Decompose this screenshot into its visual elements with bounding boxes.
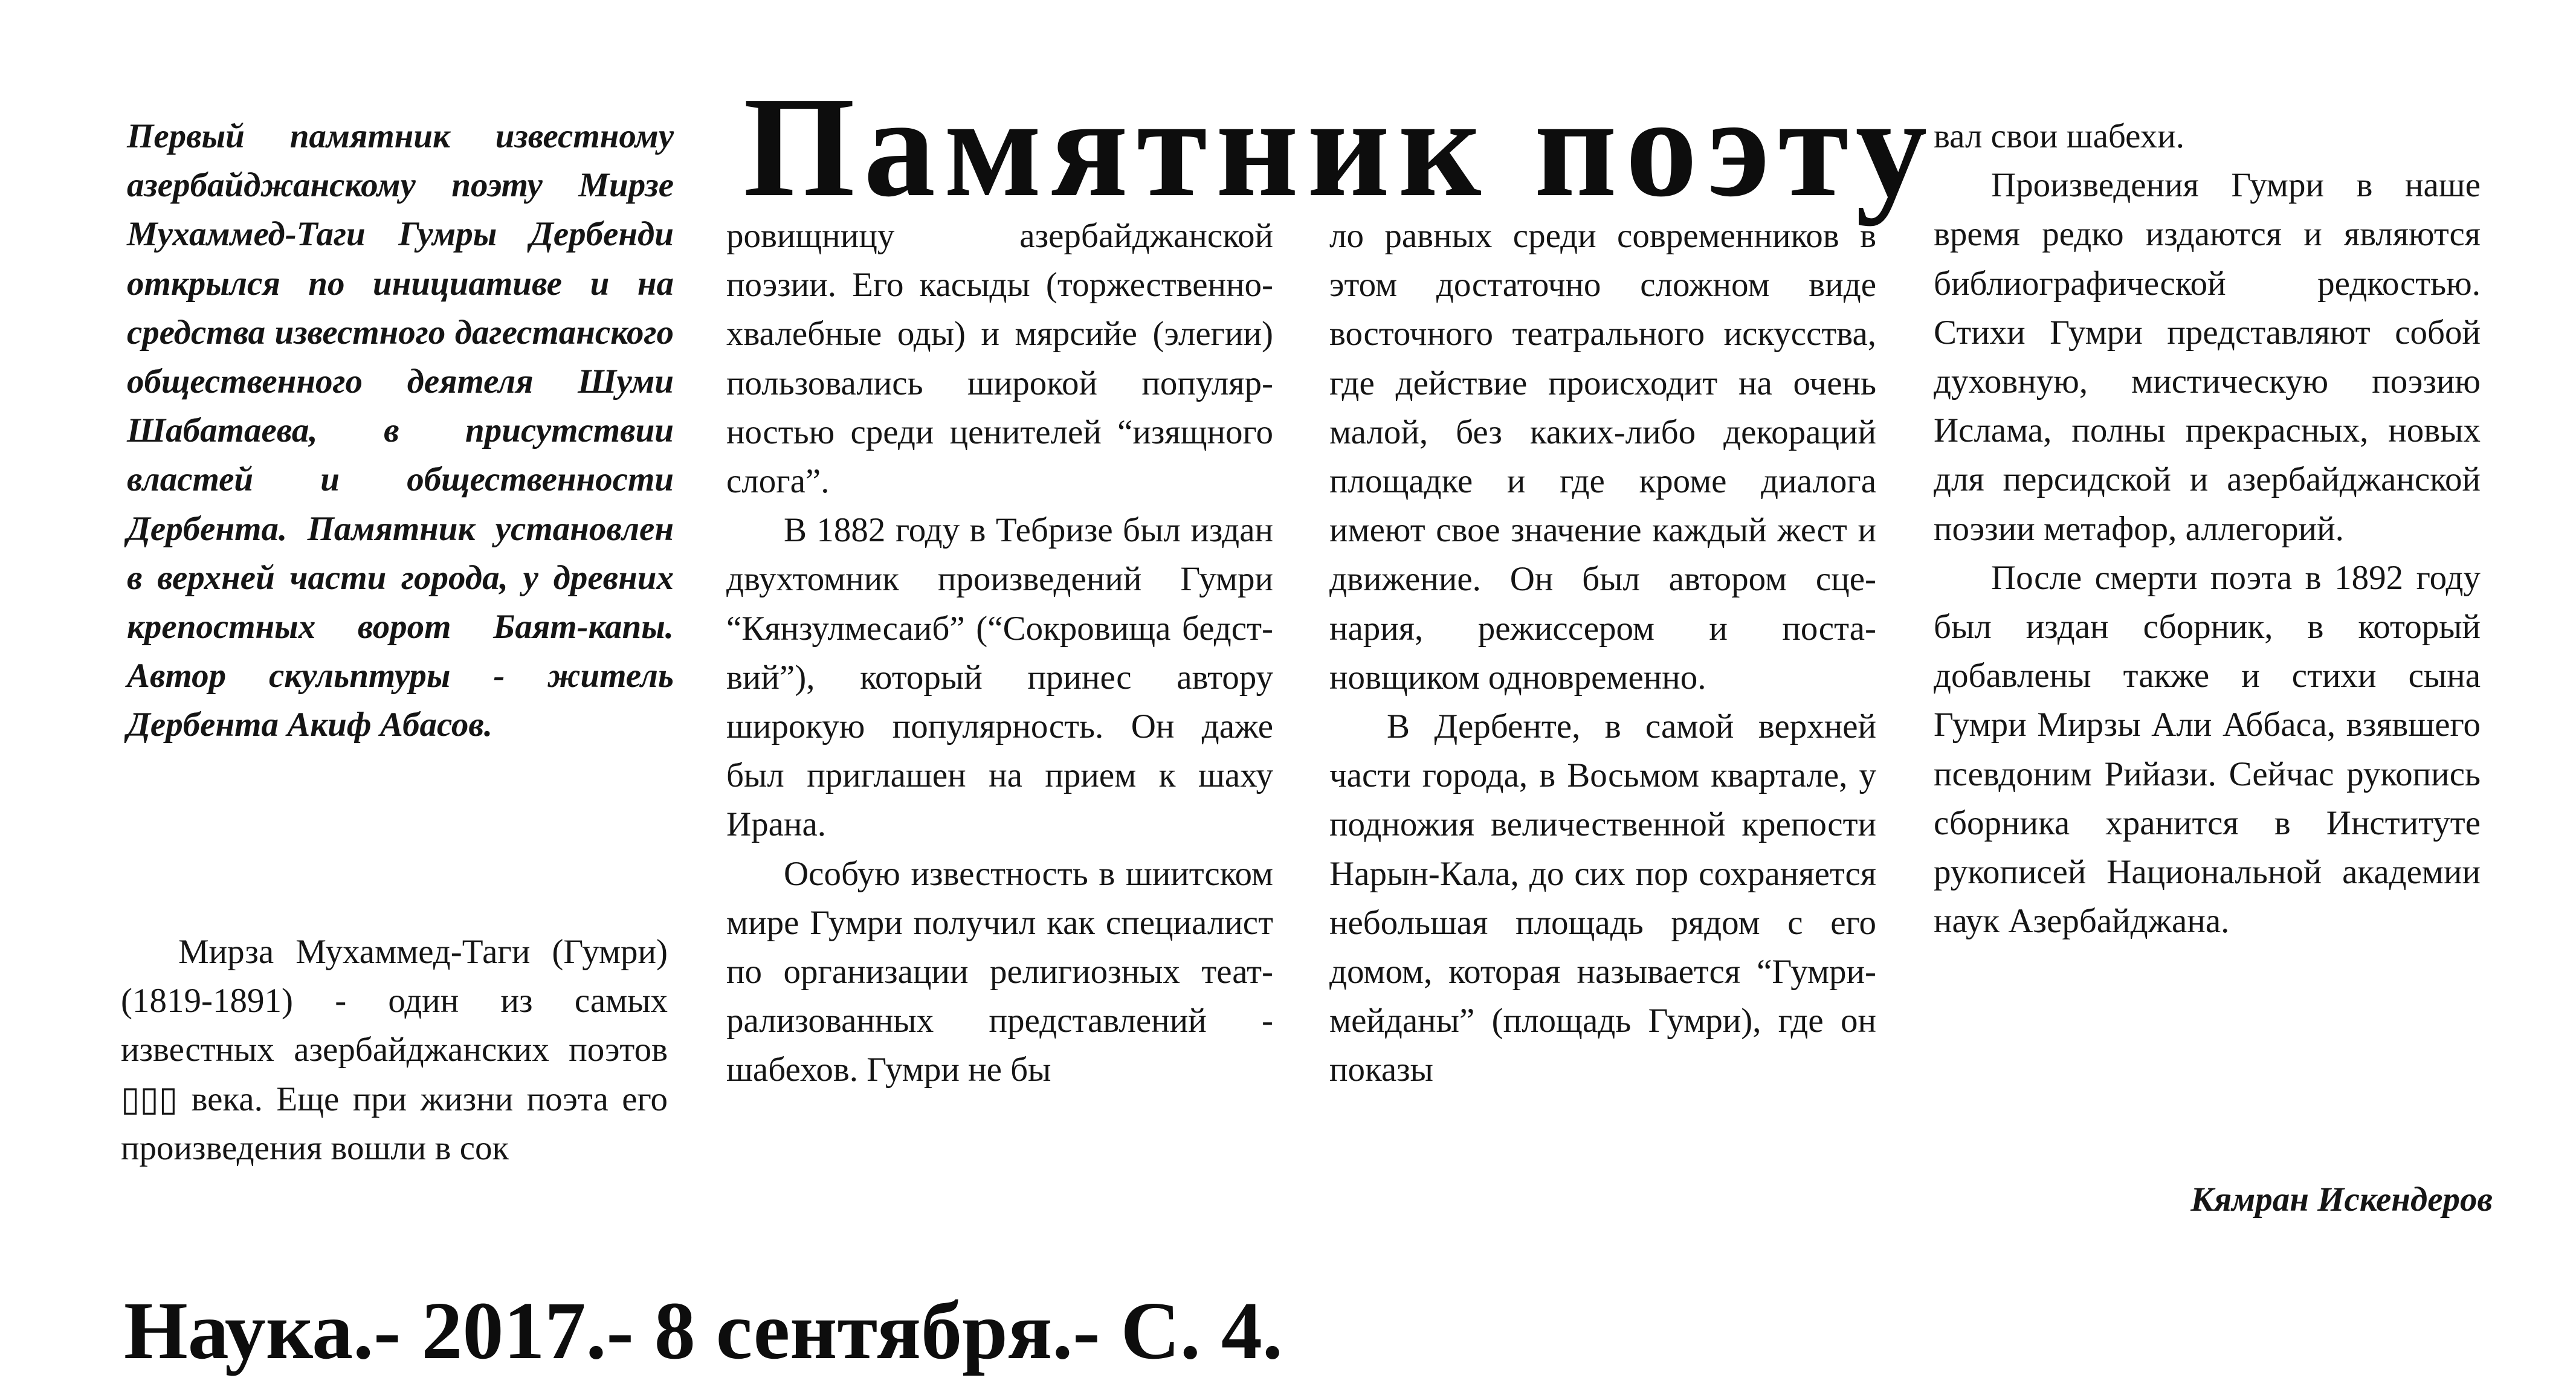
text-column-1 (121, 927, 668, 1173)
publication-source: Наука.- 2017.- 8 сентября.- С. 4. (124, 1286, 1283, 1376)
text-column-3 (1329, 211, 1876, 1095)
paragraph-tebriz-edition: В 1882 году в Тебризе был издан двухтомник произведений Гумри “Кянзулмесаиб” (“Сокровища бедствий”), который принес автору широкую популярность. Он даже был приглашен на прием к шаху Ирана. (726, 511, 1273, 844)
text-column-2 (726, 211, 1273, 1095)
paragraph-derbent-square-continued: вал свои шабехи. (1934, 117, 2184, 155)
article-title: Памятник поэту (743, 68, 1936, 227)
paragraph-posthumous-collection: После смерти поэта в 1892 году был издан сборник, в который добавлены также и стихи сына Гумри Мирзы Али Аббаса, взявшего псевдоним Рийази. Сейчас рукопись сборника хранится в Институте рукописей Национальной академии наук Азербайджана. (1934, 558, 2481, 941)
paragraph-intro: Мирза Мухаммед-Таги (Гумри) (1819-1891) - один из самых известных азербайджанских поэтов ▯▯▯ века. Еще при жизни поэта его произведения вошли в сок (121, 933, 668, 1167)
article-lead: Первый памятник известному азербайджанскому поэту Мирзе Мухаммед-Таги Гумры Дербенди открылся по инициативе и на средства известного дагестанского общественного деятеля Шуми Шабатаева, в присутствии властей и общественности Дербента. Памятник установлен в верхней части города, у древних крепостных ворот Баят-капы. Автор скульптуры - житель Дербента Акиф Абасов. (127, 117, 674, 744)
paragraph-derbent-square: В Дербенте, в самой верхней части города, в Восьмом квартале, у подножия величественной крепости Нарын-Кала, до сих пор сохраняется небольшая площадь рядом с его домом, которая называется “Гумри-мейданы” (площадь Гумри), где он показы (1329, 707, 1876, 1089)
paragraph-shabeh: Особую известность в шиитском мире Гумри получил как специалист по организации религиозных театрализованных представлений - шабехов. Гумри не бы (726, 854, 1273, 1089)
article-author: Кямран Искендеров (2190, 1181, 2493, 1219)
text-column-4 (1934, 112, 2481, 945)
paragraph-works-rarity: Произведения Гумри в наше время редко издаются и являются библиографической редкостью. Стихи Гумри представляют собой духовную, мистическую поэзию Ислама, полны прекрасных, новых для персидской и азербайджанской поэзии метафор, аллегорий. (1934, 166, 2481, 548)
paragraph-intro-continued: ровищницу азербайджанской поэзии. Его касыды (торжественно-хвалебные оды) и мярсийе (элегии) пользовались широкой популярностью среди ценителей “изящного слога”. (726, 217, 1273, 501)
paragraph-shabeh-continued: ло равных среди современников в этом достаточно сложном виде восточного театрального искусства, где действие происходит на очень малой, без каких-либо декораций площадке и где кроме диалога имеют свое значение каждый жест и движение. Он был автором сценария, режиссером и постановщиком одновременно. (1329, 217, 1876, 697)
